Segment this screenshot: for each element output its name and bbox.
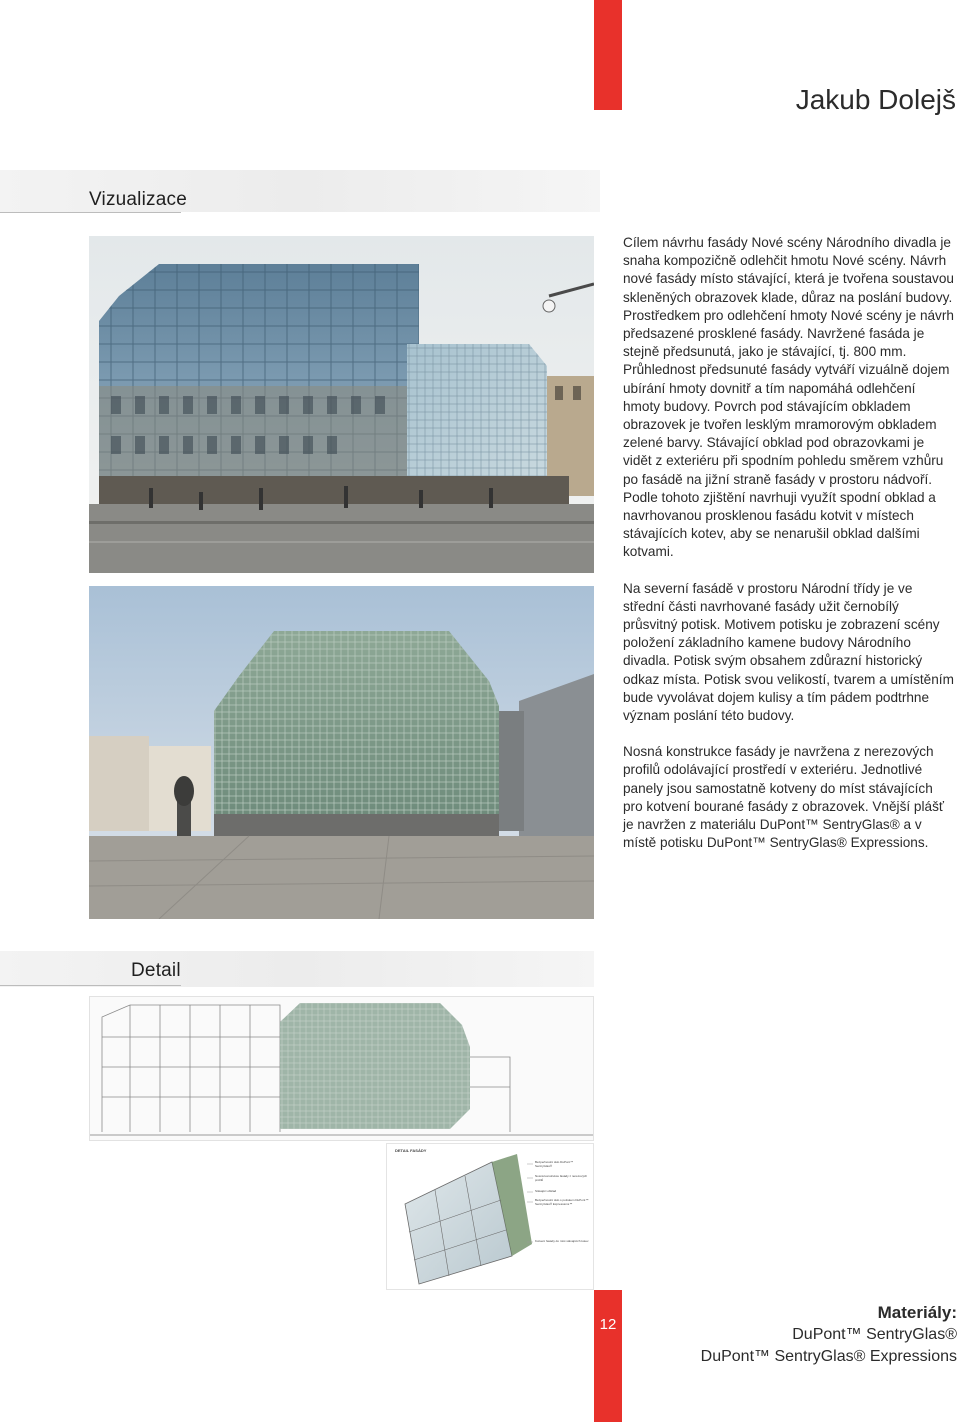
visualization-street-image — [89, 236, 594, 573]
section-title-vizualizace: Vizualizace — [89, 189, 187, 210]
material-sentryglas: DuPont™ SentryGlas® — [792, 1326, 957, 1343]
materials-label: Materiály: — [877, 1303, 957, 1322]
page-number: 12 — [599, 1316, 617, 1333]
paragraph-facade-concept: Cílem návrhu fasády Nové scény Národního divadla je snaha kompozičně odlehčit hmotu Nové scény. Návrh nové fasády místo stávající, která je tvořena soustavou skleněných obrazovek klade, důraz na poslání budovy. Prostředkem pro odlehčení hmoty Nové scény je návrh předsazené prosklené fasády. Navržené fasáda je stejně předsunutá, jako je stávající, tj. 800 mm. Průhlednost předsunuté fasády vytváří vizuálně dojem ubírání hmoty dovnitř a tím napomáhá odlehčení hmoty budovy. Povrch pod stávajícím obkladem obrazovek je tvořen lesklým mramorovým obkladem zelené barvy. Stávající obklad pod obrazovkami je vidět z exteriéru při spodním pohledu směrem vzhůru po fasádě na jižní straně fasády v prostoru nádvoří. Podle tohoto zjištění navrhuji využít spodní obklad a navrhovanou prosklenou fasádu kotvit v místech stávajících kotev, aby se nenarušil obklad dalšími kotvami. — [623, 235, 954, 560]
author-name: Jakub Dolejš — [795, 84, 956, 115]
footer-red-tab — [594, 1290, 622, 1422]
section-rule-detail — [0, 985, 181, 986]
paragraph-construction-materials: Nosná konstrukce fasády je navržena z nerezových profilů odolávající prostředí v exteriéru. Jednotlivé panely jsou samostatně kotveny do míst stávajících pro kotvení bourané fasády z obrazovek. Vnější plášť je navržen z materiálu DuPont™ SentryGlas® a v místě potisku DuPont™ SentryGlas® Expressions. — [623, 744, 944, 851]
visualization-courtyard-image — [89, 586, 594, 919]
callout-4: Bezpečnostní sklo s potiskem DuPont™ SentryGlas® Expressions™ — [535, 1198, 589, 1206]
paragraph-north-facade-print: Na severní fasádě v prostoru Národní třídy je ve střední části navrhované fasády užit černobílý průsvitný potisk. Motivem potisku je zobrazení scény položení základního kamene budovy Národního divadla. Potisk svým obsahem zdůrazní historický odkaz místa. Potisk svou velikostí, tvarem a umístěním bude vyvolávat dojem kulisy a tím pádem podtrhne význam poslání této budovy. — [623, 580, 954, 724]
header-red-tab — [594, 0, 622, 110]
callout-3: Stávající obklad — [535, 1189, 557, 1193]
detail-axonometric-drawing — [386, 1143, 594, 1290]
materials-block — [701, 1302, 957, 1368]
section-band-detail — [0, 951, 594, 987]
section-title-detail: Detail — [131, 960, 181, 981]
callout-1: Bezpečnostní sklo DuPont™ SentryGlas® — [535, 1160, 574, 1168]
callout-2: Nosná konstrukce fasády z nerezových profilů — [535, 1174, 588, 1182]
section-rule-vizualizace — [0, 212, 181, 213]
material-sentryglas-expressions: DuPont™ SentryGlas® Expressions — [700, 1348, 957, 1365]
callout-5: Kotvení fasády do míst stávajících kotev — [535, 1239, 589, 1243]
axonometric-title: DETAIL FASÁDY — [395, 1148, 427, 1153]
body-text-column — [623, 234, 956, 853]
detail-elevation-drawing — [89, 996, 594, 1141]
